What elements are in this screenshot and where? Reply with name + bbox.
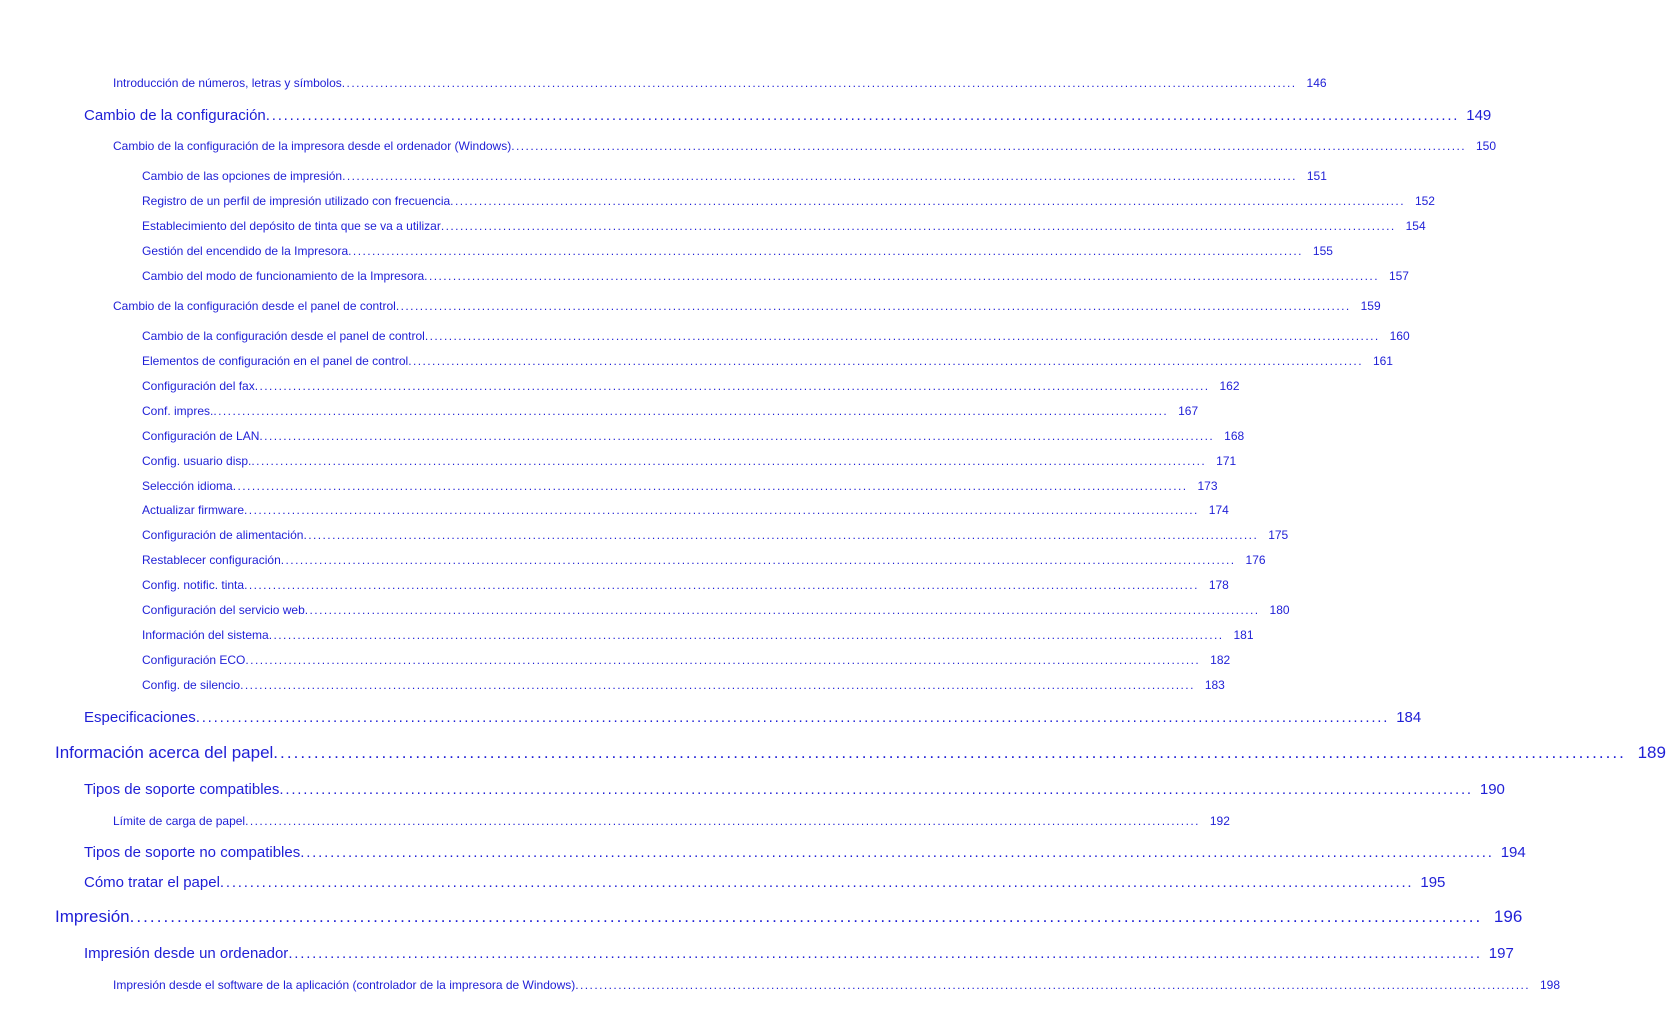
toc-entry-page: 176: [1245, 553, 1266, 567]
toc-entry-page: 196: [1493, 907, 1523, 926]
toc-entry[interactable]: [142, 354, 1393, 368]
toc-entry[interactable]: [142, 219, 1426, 233]
toc-entry[interactable]: [142, 553, 1266, 567]
toc-entry[interactable]: [113, 299, 1381, 313]
toc-entry-page: 182: [1210, 653, 1231, 667]
toc-entry[interactable]: [142, 429, 1245, 443]
toc-entry-title: Configuración ECO: [142, 653, 246, 667]
toc-entry-title: Cambio de la configuración de la impresora desde el ordenador (Windows): [113, 139, 512, 153]
toc-entry[interactable]: [84, 107, 1492, 124]
dot-leader: ........................................................................................................................................................................................................: [251, 454, 1207, 468]
toc-entry-title: Configuración de alimentación: [142, 528, 304, 542]
toc-entry[interactable]: [55, 743, 1666, 763]
dot-leader: ........................................................................................................................................................................................................: [575, 978, 1531, 992]
toc-entry-title: Impresión desde el software de la aplicación (controlador de la impresora de Windows): [113, 978, 576, 992]
dot-leader: ........................................................................................................................................................................................................: [408, 354, 1363, 368]
dot-leader: ........................................................................................................................................................................................................: [245, 814, 1200, 828]
dot-leader: ........................................................................................................................................................................................................: [279, 781, 1473, 798]
toc-entry-title: Cambio del modo de funcionamiento de la Impresora: [142, 269, 425, 283]
dot-leader: ........................................................................................................................................................................................................: [273, 743, 1626, 762]
toc-entry-title: Información del sistema: [142, 628, 269, 642]
toc-entry-page: 171: [1216, 454, 1237, 468]
toc-entry[interactable]: [84, 945, 1514, 962]
toc-entry-title: Información acerca del papel: [55, 743, 274, 762]
toc-entry-page: 180: [1269, 603, 1290, 617]
toc-entry-title: Impresión desde un ordenador: [84, 945, 289, 962]
dot-leader: ........................................................................................................................................................................................................: [424, 269, 1379, 283]
dot-leader: ........................................................................................................................................................................................................: [213, 404, 1169, 418]
toc-entry[interactable]: [84, 874, 1446, 891]
dot-leader: ........................................................................................................................................................................................................: [232, 479, 1188, 493]
toc-entry-title: Límite de carga de papel: [113, 814, 246, 828]
toc-entry[interactable]: [142, 169, 1327, 183]
toc-entry-page: 155: [1312, 244, 1333, 258]
dot-leader: ........................................................................................................................................................................................................: [348, 244, 1303, 258]
toc-entry-title: Cómo tratar el papel: [84, 874, 220, 891]
toc-entry-title: Config. usuario disp.: [142, 454, 252, 468]
dot-leader: ........................................................................................................................................................................................................: [195, 709, 1390, 726]
toc-entry-title: Actualizar firmware: [142, 503, 245, 517]
dot-leader: ........................................................................................................................................................................................................: [450, 194, 1405, 208]
toc-entry-page: 175: [1268, 528, 1289, 542]
dot-leader: ........................................................................................................................................................................................................: [395, 299, 1351, 313]
toc-entry[interactable]: [142, 628, 1254, 642]
dot-leader: ........................................................................................................................................................................................................: [265, 107, 1460, 124]
toc-entry-page: 194: [1500, 844, 1526, 861]
toc-entry-page: 184: [1396, 709, 1422, 726]
toc-entry-title: Configuración de LAN: [142, 429, 260, 443]
toc-entry-title: Elementos de configuración en el panel de control: [142, 354, 409, 368]
toc-entry-page: 174: [1208, 503, 1229, 517]
toc-entry[interactable]: [142, 479, 1218, 493]
toc-entry-page: 192: [1209, 814, 1230, 828]
dot-leader: ........................................................................................................................................................................................................: [280, 553, 1236, 567]
toc-entry-title: Selección idioma: [142, 479, 233, 493]
toc-entry[interactable]: [84, 709, 1422, 726]
toc-entry[interactable]: [113, 814, 1230, 828]
toc-entry[interactable]: [142, 244, 1333, 258]
toc-entry[interactable]: [142, 329, 1410, 343]
toc-entry-page: 149: [1466, 107, 1492, 124]
toc-entry-page: 150: [1475, 139, 1497, 153]
toc-entry-title: Configuración del servicio web: [142, 603, 305, 617]
dot-leader: ........................................................................................................................................................................................................: [244, 503, 1199, 517]
toc-entry[interactable]: [142, 528, 1289, 542]
toc-entry-title: Restablecer configuración: [142, 553, 281, 567]
dot-leader: ........................................................................................................................................................................................................: [240, 678, 1195, 692]
toc-entry-page: 154: [1405, 219, 1426, 233]
toc-entry[interactable]: [142, 454, 1237, 468]
toc-entry-page: 183: [1204, 678, 1225, 692]
toc-entry-title: Gestión del encendido de la Impresora: [142, 244, 349, 258]
toc-entry-page: 152: [1414, 194, 1435, 208]
toc-entry-title: Configuración del fax: [142, 379, 255, 393]
toc-entry[interactable]: [84, 844, 1526, 861]
toc-entry-title: Tipos de soporte compatibles: [84, 781, 280, 798]
toc-entry[interactable]: [142, 678, 1225, 692]
toc-entry-title: Cambio de la configuración: [84, 107, 266, 124]
toc-entry-page: 162: [1219, 379, 1240, 393]
toc-entry-page: 168: [1224, 429, 1245, 443]
toc-entry[interactable]: [142, 194, 1435, 208]
toc-entry[interactable]: [84, 781, 1505, 798]
toc-entry-title: Config. de silencio: [142, 678, 241, 692]
dot-leader: ........................................................................................................................................................................................................: [129, 907, 1483, 926]
dot-leader: ........................................................................................................................................................................................................: [424, 329, 1380, 343]
dot-leader: ........................................................................................................................................................................................................: [244, 578, 1199, 592]
toc-entry-page: 161: [1372, 354, 1393, 368]
toc-entry[interactable]: [142, 653, 1231, 667]
toc-entry-page: 146: [1306, 76, 1327, 90]
toc-entry[interactable]: [113, 978, 1561, 992]
dot-leader: ........................................................................................................................................................................................................: [342, 169, 1297, 183]
toc-entry-title: Especificaciones: [84, 709, 196, 726]
dot-leader: ........................................................................................................................................................................................................: [304, 603, 1260, 617]
dot-leader: ........................................................................................................................................................................................................: [268, 628, 1224, 642]
toc-entry[interactable]: [142, 603, 1290, 617]
dot-leader: ........................................................................................................................................................................................................: [440, 219, 1396, 233]
toc-entry[interactable]: [142, 379, 1240, 393]
toc-entry-page: 160: [1389, 329, 1410, 343]
toc-entry-page: 157: [1388, 269, 1409, 283]
dot-leader: ........................................................................................................................................................................................................: [341, 76, 1297, 90]
toc-entry-title: Tipos de soporte no compatibles: [84, 844, 301, 861]
toc-entry-title: Registro de un perfil de impresión utilizado con frecuencia: [142, 194, 451, 208]
toc-entry-title: Cambio de las opciones de impresión: [142, 169, 343, 183]
toc-entry-title: Conf. impres.: [142, 404, 214, 418]
toc-entry-title: Introducción de números, letras y símbolos: [113, 76, 342, 90]
toc-entry-page: 195: [1420, 874, 1446, 891]
toc-entry[interactable]: [113, 139, 1497, 153]
dot-leader: ........................................................................................................................................................................................................: [254, 379, 1210, 393]
toc-entry-page: 167: [1178, 404, 1199, 418]
toc-entry[interactable]: [142, 578, 1229, 592]
dot-leader: ........................................................................................................................................................................................................: [511, 139, 1467, 153]
toc-entry-page: 198: [1540, 978, 1561, 992]
toc-entry-page: 178: [1208, 578, 1229, 592]
toc-entry-page: 151: [1306, 169, 1327, 183]
dot-leader: ........................................................................................................................................................................................................: [300, 844, 1494, 861]
toc-entry-page: 189: [1637, 743, 1666, 762]
toc-entry-page: 190: [1479, 781, 1505, 798]
dot-leader: ........................................................................................................................................................................................................: [288, 945, 1482, 962]
toc-entry[interactable]: [142, 269, 1409, 283]
toc-entry[interactable]: [113, 76, 1327, 90]
toc-entry[interactable]: [142, 503, 1229, 517]
toc-entry-title: Establecimiento del depósito de tinta que se va a utilizar: [142, 219, 441, 233]
toc-entry[interactable]: [55, 907, 1523, 927]
toc-entry[interactable]: [142, 404, 1199, 418]
dot-leader: ........................................................................................................................................................................................................: [245, 653, 1201, 667]
toc-entry-page: 159: [1360, 299, 1381, 313]
dot-leader: ........................................................................................................................................................................................................: [259, 429, 1215, 443]
dot-leader: ........................................................................................................................................................................................................: [219, 874, 1414, 891]
toc-entry-page: 173: [1197, 479, 1218, 493]
dot-leader: ........................................................................................................................................................................................................: [303, 528, 1259, 542]
toc-entry-page: 181: [1233, 628, 1254, 642]
toc-entry-page: 197: [1488, 945, 1514, 962]
toc-entry-title: Cambio de la configuración desde el panel de control: [113, 299, 396, 313]
toc-entry-title: Cambio de la configuración desde el panel de control: [142, 329, 425, 343]
toc-entry-title: Impresión: [55, 907, 130, 926]
toc-entry-title: Config. notific. tinta: [142, 578, 245, 592]
